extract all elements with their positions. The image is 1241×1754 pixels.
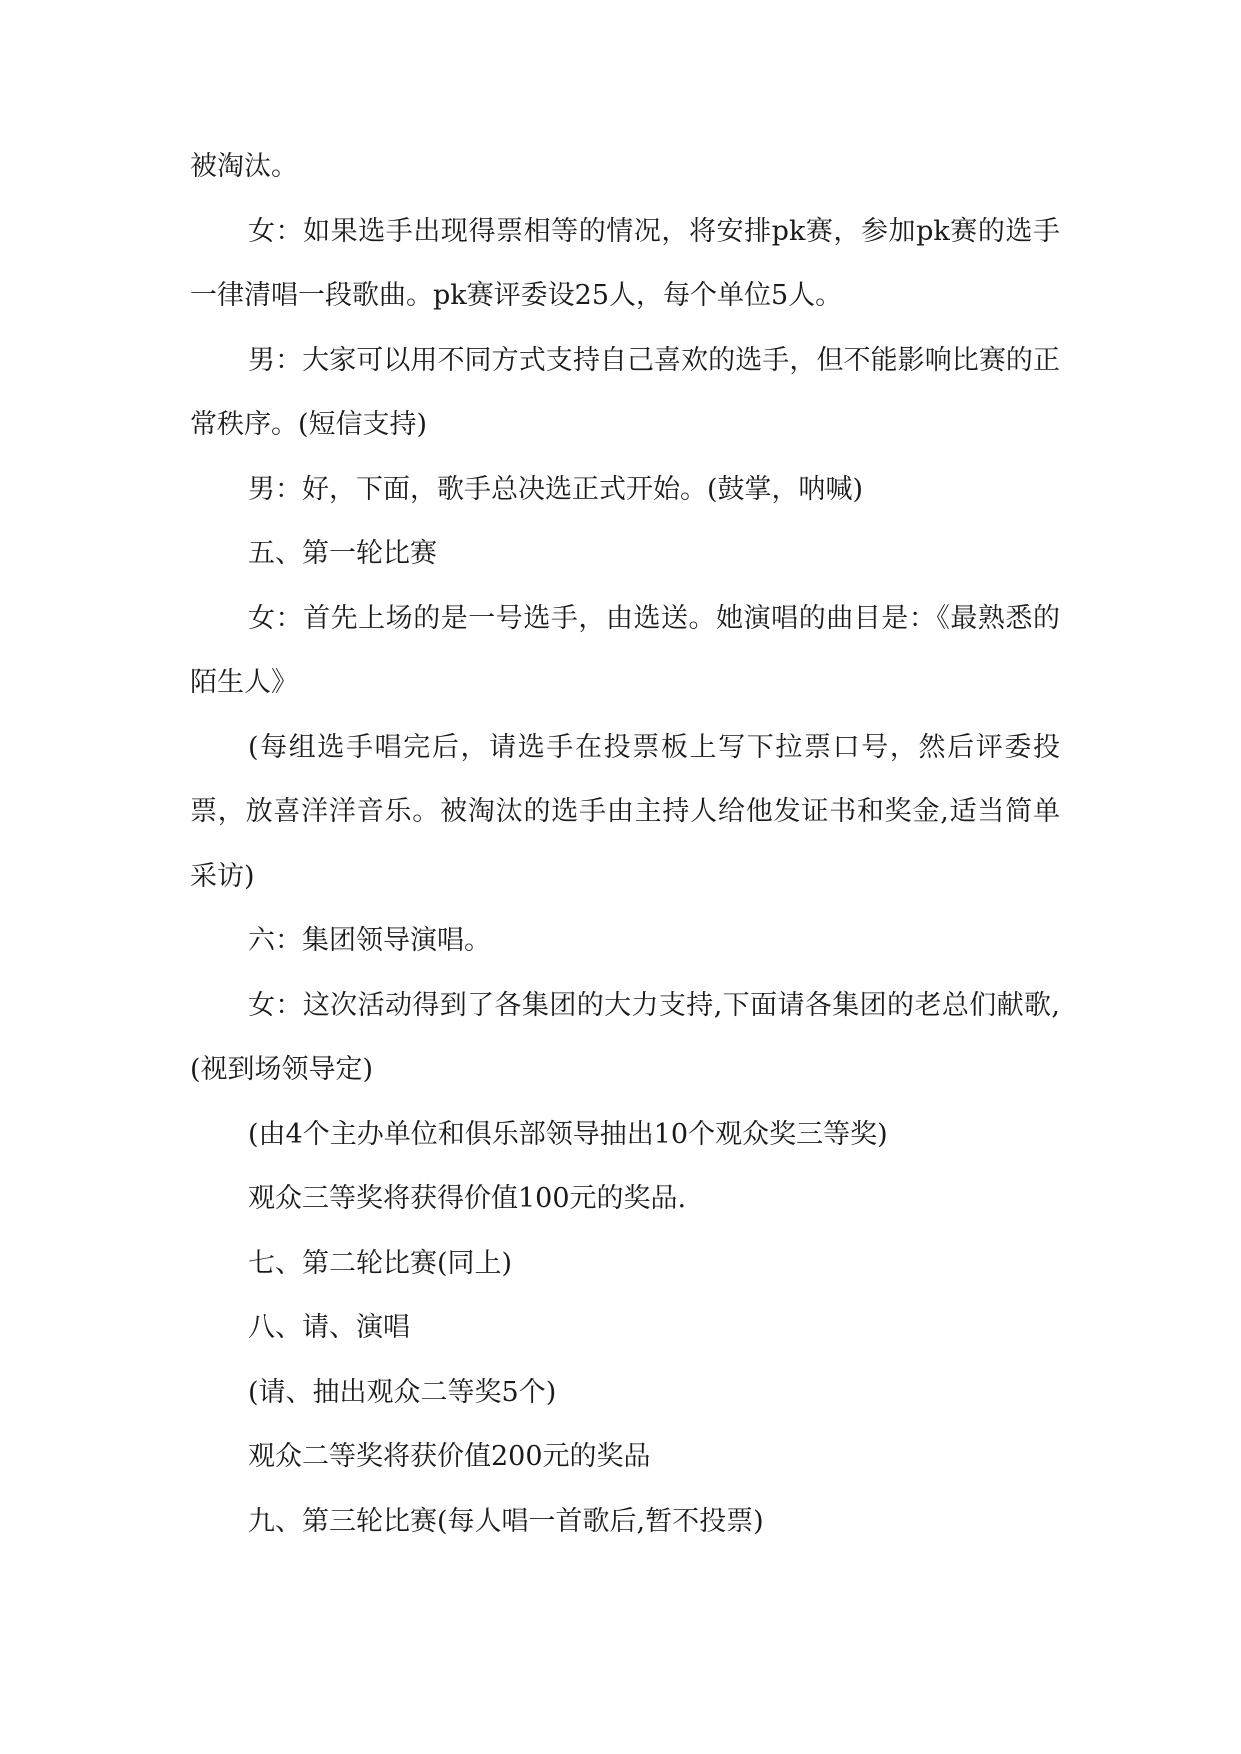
section-heading: 六：集团领导演唱。	[248, 925, 491, 956]
section-heading: 八、请、演唱	[248, 1312, 410, 1343]
document-body	[190, 135, 1060, 1554]
paragraph: 男：好，下面，歌手总决选正式开始。(鼓掌，呐喊)	[248, 473, 864, 505]
paragraph: 女：首先上场的是一号选手，由选送。她演唱的曲目是：《最熟悉的陌生人》	[190, 602, 1060, 698]
paragraph: 女：如果选手出现得票相等的情况，将安排pk赛，参加pk赛的选手一律清唱一段歌曲。pk赛评委设25人，每个单位5人。	[190, 215, 1060, 311]
section-heading: 九、第三轮比赛(每人唱一首歌后,暂不投票)	[248, 1505, 764, 1537]
section-heading: 七、第二轮比赛(同上)	[248, 1247, 513, 1279]
section-heading: 五、第一轮比赛	[248, 538, 437, 569]
paragraph: (请、抽出观众二等奖5个)	[248, 1376, 557, 1408]
paragraph: 观众三等奖将获得价值100元的奖品.	[248, 1183, 687, 1214]
paragraph: (每组选手唱完后，请选手在投票板上写下拉票口号，然后评委投票，放喜洋洋音乐。被淘汰的选手由主持人给他发证书和奖金,适当简单采访)	[190, 731, 1060, 892]
paragraph: 被淘汰。	[190, 151, 298, 182]
paragraph: 女：这次活动得到了各集团的大力支持,下面请各集团的老总们献歌,(视到场领导定)	[190, 989, 1060, 1085]
paragraph: (由4个主办单位和俱乐部领导抽出10个观众奖三等奖)	[248, 1118, 888, 1150]
paragraph: 观众二等奖将获价值200元的奖品	[248, 1441, 651, 1472]
paragraph: 男：大家可以用不同方式支持自己喜欢的选手，但不能影响比赛的正常秩序。(短信支持)	[190, 344, 1060, 440]
